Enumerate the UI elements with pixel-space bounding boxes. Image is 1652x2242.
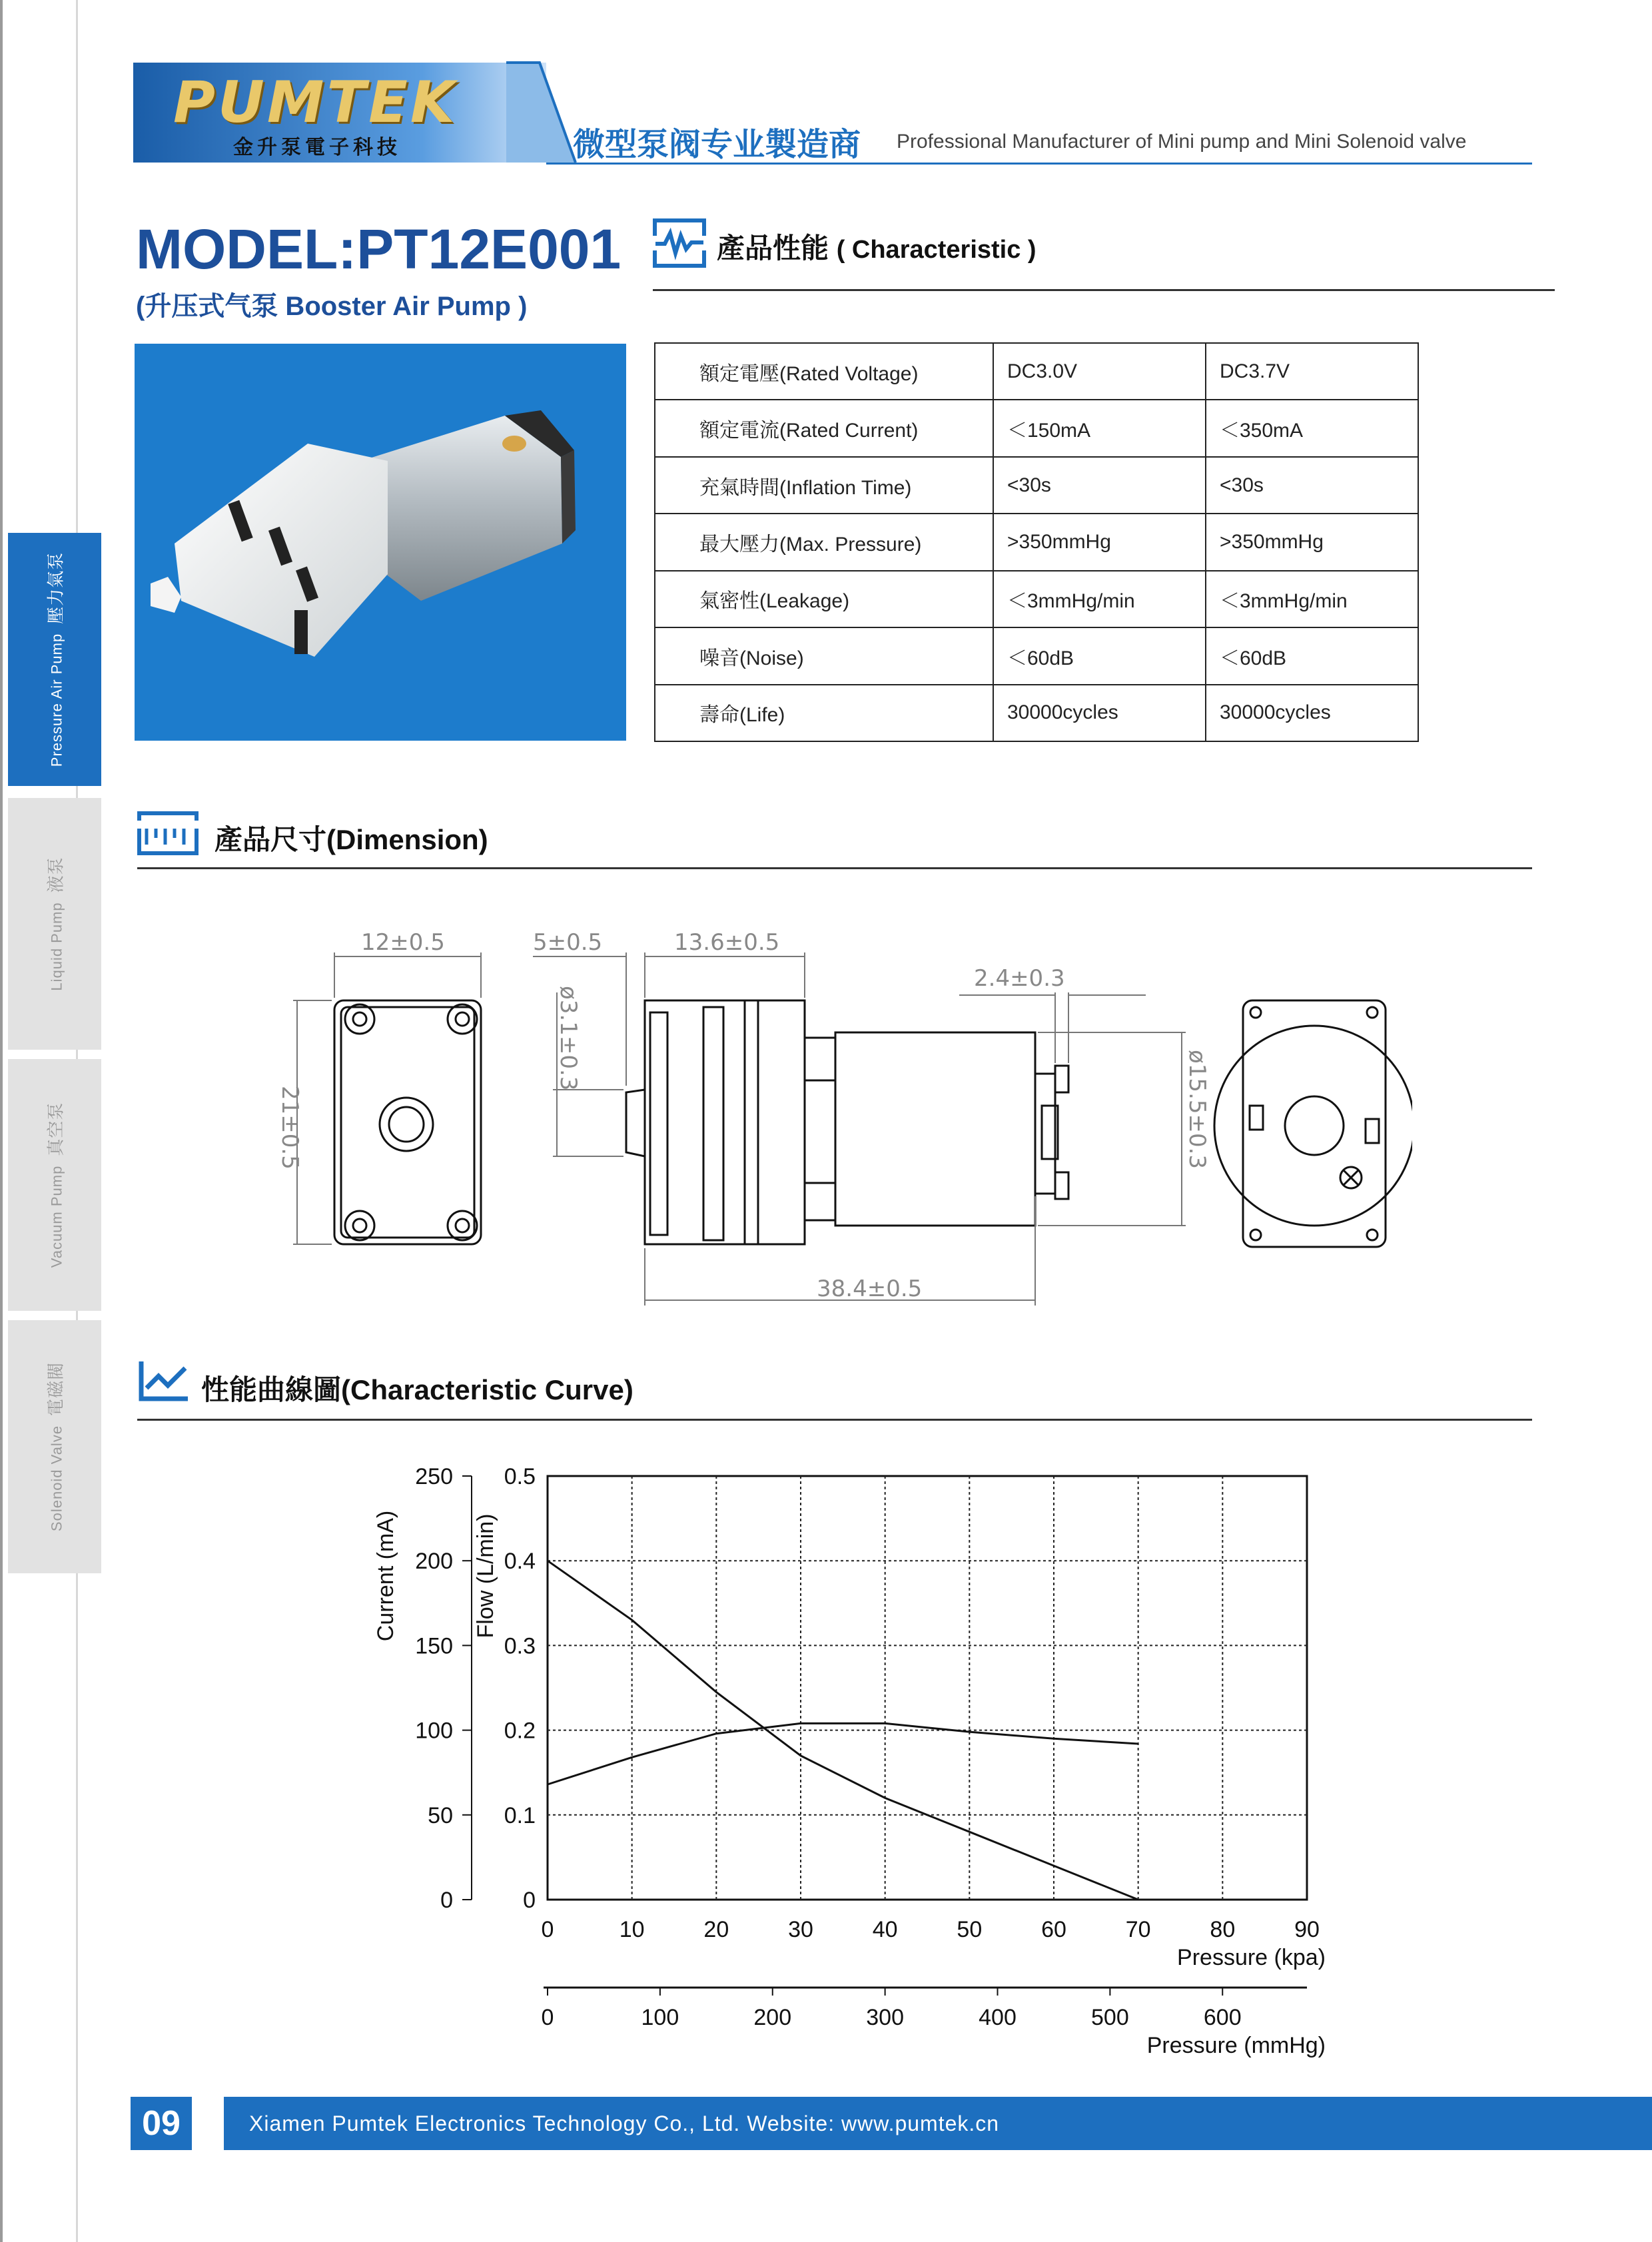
row-value-3v: >350mmHg [993, 514, 1206, 570]
header-rule [546, 163, 1532, 165]
row-value-3v: ＜3mmHg/min [993, 571, 1206, 627]
model-title: MODEL:PT12E001 [136, 218, 621, 280]
x-axis-title: Pressure (kpa) [1177, 1945, 1326, 1970]
y-right-tick-label: 0.5 [504, 1464, 536, 1489]
dim-height-label: 21±0.5 [276, 1086, 303, 1170]
x-tick-label: 0 [541, 1917, 554, 1942]
curve-rule [137, 1419, 1532, 1421]
x-tick-label: 10 [619, 1917, 645, 1942]
table-row [655, 685, 1418, 741]
y-left-tick-label: 100 [415, 1718, 453, 1744]
x-tick-label: 90 [1294, 1917, 1320, 1942]
row-label: 額定電流(Rated Current) [655, 400, 993, 456]
brand-logo: PUMTEK [173, 69, 458, 136]
dim-motor-diameter-label: ø15.5±0.3 [1184, 1050, 1210, 1170]
sidebar-tab-label-cn: 液泵 [45, 857, 66, 893]
x2-tick-label: 400 [979, 2005, 1017, 2030]
row-value-3v: ＜150mA [993, 400, 1206, 456]
x-tick-label: 20 [703, 1917, 729, 1942]
sidebar-tab-label-cn: 壓力氣泵 [45, 552, 66, 624]
x-tick-label: 70 [1125, 1917, 1151, 1942]
header-title-cn: 微型泵阀专业製造商 [573, 127, 861, 163]
brand-subtitle: 金升泵電子科技 [233, 137, 401, 159]
header-title-en: Professional Manufacturer of Mini pump and Mini Solenoid valve [897, 131, 1467, 153]
row-value-37v: ＜60dB [1206, 627, 1418, 684]
y-right-axis-title: Flow (L/min) [473, 1513, 498, 1639]
y-left-tick-label: 50 [428, 1802, 453, 1828]
characteristic-table [654, 342, 1419, 742]
x-tick-label: 80 [1210, 1917, 1236, 1942]
page-edge-line [0, 0, 3, 2242]
sidebar-tab-label: Pressure Air Pump [48, 633, 65, 767]
y-right-tick-label: 0.3 [504, 1633, 536, 1659]
dim-nozzle-diameter-label: ø3.1±0.3 [555, 986, 582, 1091]
dimension-rule [137, 867, 1532, 869]
table-row [655, 343, 1418, 400]
row-label: 壽命(Life) [655, 685, 993, 741]
row-value-3v: <30s [993, 457, 1206, 514]
y-left-tick-label: 200 [415, 1549, 453, 1575]
row-value-37v: >350mmHg [1206, 514, 1418, 570]
characteristic-title [717, 226, 1036, 266]
model-subtitle: (升压式气泵 Booster Air Pump ) [136, 292, 528, 321]
row-value-3v: 30000cycles [993, 685, 1206, 741]
characteristic-rule [653, 289, 1555, 291]
plot-frame [548, 1476, 1307, 1900]
row-label: 最大壓力(Max. Pressure) [655, 514, 993, 570]
x2-axis-title: Pressure (mmHg) [1146, 2033, 1326, 2058]
characteristic-curve-chart [360, 1452, 1386, 2065]
x-tick-label: 60 [1041, 1917, 1066, 1942]
x2-tick-label: 600 [1203, 2005, 1242, 2030]
y-right-tick-label: 0.1 [504, 1802, 536, 1828]
sidebar-tab-solenoid-valve[interactable] [8, 1320, 101, 1573]
sidebar-tab-liquid-pump[interactable] [8, 798, 101, 1050]
curve-icon [137, 1359, 191, 1403]
row-value-3v: DC3.0V [993, 343, 1206, 400]
x2-tick-label: 200 [753, 2005, 792, 2030]
row-label: 額定電壓(Rated Voltage) [655, 343, 993, 400]
table-row [655, 514, 1418, 570]
dim-width-label: 12±0.5 [361, 929, 445, 956]
sidebar-tab-label: Vacuum Pump [48, 1165, 65, 1268]
sidebar-tab-pressure-air-pump[interactable] [8, 533, 101, 786]
sidebar-tab-label: Liquid Pump [48, 902, 65, 991]
characteristic-title-en: ( Characteristic ) [836, 236, 1036, 264]
characteristic-icon [653, 218, 706, 268]
x2-tick-label: 0 [541, 2005, 554, 2030]
dimension-title: 產品尺寸(Dimension) [214, 824, 488, 855]
sidebar-tab-label: Solenoid Valve [48, 1425, 65, 1532]
y-left-tick-label: 0 [440, 1888, 453, 1913]
row-value-3v: ＜60dB [993, 627, 1206, 684]
row-label: 氣密性(Leakage) [655, 571, 993, 627]
row-label: 噪音(Noise) [655, 627, 993, 684]
y-left-axis-title: Current (mA) [373, 1510, 398, 1642]
row-value-37v: 30000cycles [1206, 685, 1418, 741]
x-tick-label: 30 [788, 1917, 813, 1942]
dim-total-length-label: 38.4±0.5 [817, 1276, 923, 1302]
row-value-37v: DC3.7V [1206, 343, 1418, 400]
table-row [655, 400, 1418, 456]
table-row [655, 457, 1418, 514]
row-value-37v: ＜350mA [1206, 400, 1418, 456]
y-right-tick-label: 0.4 [504, 1549, 536, 1575]
x2-tick-label: 100 [641, 2005, 679, 2030]
characteristic-title-cn: 產品性能 [717, 232, 829, 264]
sidebar-tab-label-cn: 真空泵 [45, 1102, 66, 1156]
dim-head-length-label: 13.6±0.5 [674, 929, 780, 956]
curve-title: 性能曲線圖(Characteristic Curve) [201, 1374, 633, 1405]
dim-terminal-label: 2.4±0.3 [974, 965, 1065, 992]
page-number: 09 [131, 2097, 192, 2150]
x2-tick-label: 300 [866, 2005, 904, 2030]
footer-company: Xiamen Pumtek Electronics Technology Co., Ltd. Website: www.pumtek.cn [224, 2097, 1652, 2150]
dimension-drawing [266, 919, 1412, 1319]
brand-banner-corner [506, 61, 580, 165]
sidebar-tab-vacuum-pump[interactable] [8, 1059, 101, 1311]
row-value-37v: <30s [1206, 457, 1418, 514]
current-curve [548, 1723, 1138, 1784]
y-left-tick-label: 250 [415, 1464, 453, 1489]
pump-illustration [135, 344, 626, 741]
table-row [655, 627, 1418, 684]
row-value-37v: ＜3mmHg/min [1206, 571, 1418, 627]
y-right-tick-label: 0.2 [504, 1718, 536, 1744]
y-left-tick-label: 150 [415, 1633, 453, 1659]
y-right-tick-label: 0 [523, 1888, 536, 1913]
dim-nozzle-length-label: 5±0.5 [533, 929, 603, 956]
sidebar-tab-label-cn: 電磁閥 [45, 1361, 66, 1416]
x-tick-label: 50 [957, 1917, 983, 1942]
x-tick-label: 40 [872, 1917, 898, 1942]
table-row [655, 571, 1418, 627]
row-label: 充氣時間(Inflation Time) [655, 457, 993, 514]
ruler-icon [137, 811, 199, 855]
x2-tick-label: 500 [1091, 2005, 1129, 2030]
product-photo [135, 344, 626, 741]
